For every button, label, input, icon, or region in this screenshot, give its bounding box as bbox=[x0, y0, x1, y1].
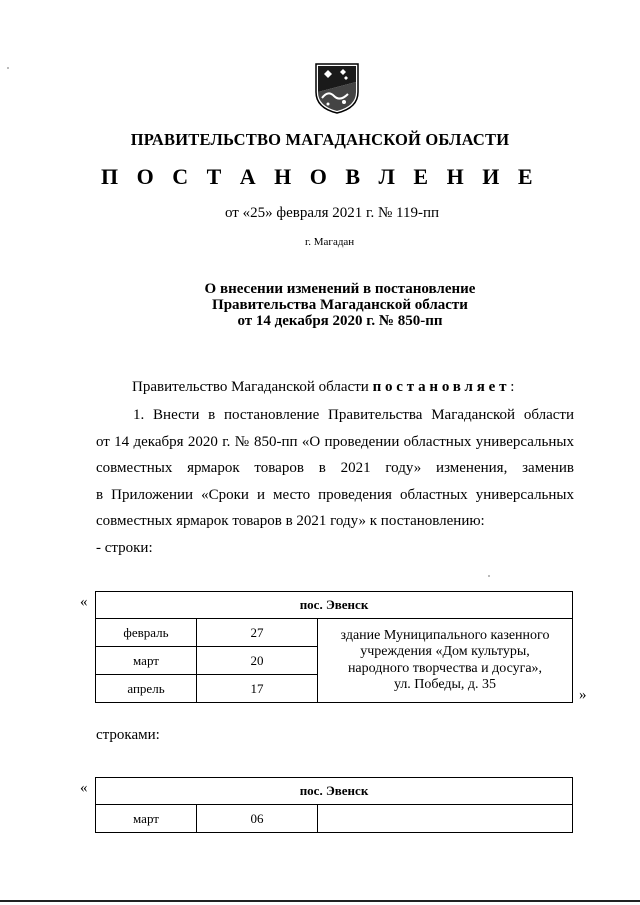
month-cell: март bbox=[96, 805, 197, 833]
table-header-settlement: пос. Эвенск bbox=[96, 592, 573, 619]
decree-subject bbox=[190, 281, 490, 329]
month-cell: март bbox=[96, 647, 197, 675]
day-cell: 17 bbox=[197, 675, 318, 703]
venue-cell bbox=[318, 805, 573, 833]
day-cell: 27 bbox=[197, 619, 318, 647]
close-quote: » bbox=[579, 687, 587, 703]
item-1-line-5: совместных ярмарок товаров в 2021 году» к постановлению: bbox=[96, 513, 485, 529]
decree-date-number: от «25» февраля 2021 г. № 119-пп bbox=[225, 205, 440, 221]
subject-line-1: О внесении изменений в постановление bbox=[204, 281, 476, 297]
open-quote: « bbox=[80, 594, 88, 610]
intro-verb: постановляет bbox=[372, 379, 511, 395]
item-1-line-1: 1. Внести в постановление Правительства Магаданской области bbox=[133, 407, 574, 423]
item-1-line-2: от 14 декабря 2020 г. № 850-пп «О проведении областных универсальных bbox=[96, 433, 574, 450]
month-cell: февраль bbox=[96, 619, 197, 647]
item-1-line-4: в Приложении «Сроки и место проведения областных универсальных bbox=[96, 486, 574, 503]
day-cell: 06 bbox=[197, 805, 318, 833]
subject-line-2: Правительства Магаданской области bbox=[212, 297, 468, 313]
venue-cell bbox=[318, 619, 573, 703]
venue-line-3: народного творчества и досуга», bbox=[347, 660, 543, 676]
intro-suffix: : bbox=[510, 379, 515, 395]
coat-of-arms-icon bbox=[314, 62, 360, 114]
scan-edge bbox=[0, 900, 640, 902]
table-row bbox=[96, 805, 573, 833]
intro-prefix: Правительство Магаданской области bbox=[132, 379, 369, 395]
government-title: ПРАВИТЕЛЬСТВО МАГАДАНСКОЙ ОБЛАСТИ bbox=[130, 130, 510, 149]
table-header-settlement: пос. Эвенск bbox=[96, 778, 573, 805]
venue-line-2: учреждения «Дом культуры, bbox=[360, 644, 530, 659]
new-schedule-table bbox=[95, 777, 573, 833]
item-1-line-3: совместных ярмарок товаров в 2021 году» изменения, заменив bbox=[96, 460, 574, 476]
subject-line-3: от 14 декабря 2020 г. № 850-пп bbox=[237, 313, 443, 329]
month-cell: апрель bbox=[96, 675, 197, 703]
item-1-paragraph bbox=[96, 402, 574, 561]
city-name: г. Магадан bbox=[305, 236, 355, 248]
venue-line-4: ул. Победы, д. 35 bbox=[393, 677, 497, 692]
old-schedule-table bbox=[95, 591, 573, 703]
venue-line-1: здание Муниципального казенного bbox=[340, 627, 550, 643]
intro-paragraph bbox=[132, 379, 552, 396]
table-row bbox=[96, 619, 573, 647]
strings-label: - строки: bbox=[96, 539, 153, 556]
day-cell: 20 bbox=[197, 647, 318, 675]
scan-speck bbox=[7, 67, 9, 69]
scan-speck bbox=[488, 575, 490, 577]
replacement-label: строками: bbox=[96, 727, 160, 743]
open-quote-2: « bbox=[80, 780, 88, 796]
document-type: П О С Т А Н О В Л Е Н И Е bbox=[100, 164, 540, 189]
